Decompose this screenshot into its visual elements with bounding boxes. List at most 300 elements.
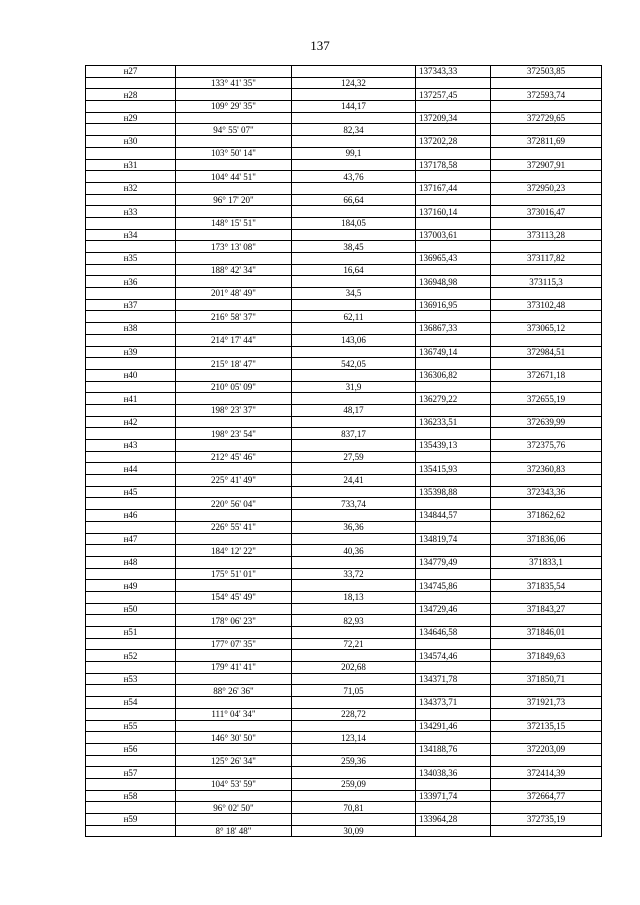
x-coordinate-cell: 134729,46 [416, 603, 491, 615]
empty-cell [292, 346, 416, 358]
x-coordinate-cell: 134574,46 [416, 650, 491, 662]
y-coordinate-cell: 372664,77 [491, 790, 602, 802]
empty-cell [416, 171, 491, 183]
distance-cell: 62,11 [292, 311, 416, 323]
empty-cell [491, 591, 602, 603]
x-coordinate-cell: 133964,28 [416, 814, 491, 826]
point-row [86, 580, 602, 592]
empty-cell [416, 825, 491, 837]
empty-cell [86, 334, 176, 346]
empty-cell [176, 486, 292, 498]
empty-cell [86, 124, 176, 136]
segment-row [86, 591, 602, 603]
direction-angle-cell: 133° 41' 35" [176, 77, 292, 89]
point-id-cell: н51 [86, 627, 176, 639]
empty-cell [176, 720, 292, 732]
empty-cell [491, 451, 602, 463]
point-row [86, 603, 602, 615]
empty-cell [86, 825, 176, 837]
y-coordinate-cell: 373115,3 [491, 276, 602, 288]
empty-cell [491, 615, 602, 627]
point-row [86, 159, 602, 171]
empty-cell [86, 288, 176, 300]
y-coordinate-cell: 372907,91 [491, 159, 602, 171]
empty-cell [86, 475, 176, 487]
point-row [86, 346, 602, 358]
y-coordinate-cell: 372655,19 [491, 393, 602, 405]
x-coordinate-cell: 137257,45 [416, 89, 491, 101]
direction-angle-cell: 214° 17' 44" [176, 334, 292, 346]
empty-cell [292, 89, 416, 101]
point-id-cell: н34 [86, 229, 176, 241]
empty-cell [176, 814, 292, 826]
distance-cell: 31,9 [292, 381, 416, 393]
point-id-cell: н32 [86, 182, 176, 194]
empty-cell [292, 206, 416, 218]
distance-cell: 184,05 [292, 217, 416, 229]
point-row [86, 533, 602, 545]
distance-cell: 24,41 [292, 475, 416, 487]
empty-cell [491, 755, 602, 767]
segment-row [86, 288, 602, 300]
empty-cell [491, 521, 602, 533]
x-coordinate-cell: 134038,36 [416, 767, 491, 779]
empty-cell [416, 545, 491, 557]
empty-cell [416, 334, 491, 346]
empty-cell [292, 720, 416, 732]
direction-angle-cell: 146° 30' 50" [176, 732, 292, 744]
x-coordinate-cell: 134646,58 [416, 627, 491, 639]
point-row [86, 814, 602, 826]
y-coordinate-cell: 371833,1 [491, 556, 602, 568]
y-coordinate-cell: 372811,69 [491, 136, 602, 148]
segment-row [86, 358, 602, 370]
segment-row [86, 334, 602, 346]
empty-cell [416, 217, 491, 229]
point-row [86, 697, 602, 709]
empty-cell [86, 778, 176, 790]
point-row [86, 89, 602, 101]
direction-angle-cell: 212° 45' 46" [176, 451, 292, 463]
empty-cell [176, 533, 292, 545]
empty-cell [86, 381, 176, 393]
empty-cell [86, 545, 176, 557]
empty-cell [416, 802, 491, 814]
empty-cell [176, 159, 292, 171]
direction-angle-cell: 225° 41' 49" [176, 475, 292, 487]
x-coordinate-cell: 137202,28 [416, 136, 491, 148]
segment-row [86, 428, 602, 440]
segment-row [86, 77, 602, 89]
empty-cell [292, 814, 416, 826]
point-row [86, 229, 602, 241]
empty-cell [491, 171, 602, 183]
empty-cell [292, 533, 416, 545]
empty-cell [416, 708, 491, 720]
y-coordinate-cell: 371846,01 [491, 627, 602, 639]
point-id-cell: н49 [86, 580, 176, 592]
point-id-cell: н38 [86, 323, 176, 335]
y-coordinate-cell: 373016,47 [491, 206, 602, 218]
empty-cell [86, 404, 176, 416]
point-row [86, 463, 602, 475]
empty-cell [86, 428, 176, 440]
empty-cell [176, 790, 292, 802]
empty-cell [176, 299, 292, 311]
point-id-cell: н53 [86, 673, 176, 685]
empty-cell [491, 288, 602, 300]
empty-cell [416, 732, 491, 744]
empty-cell [292, 743, 416, 755]
point-id-cell: н27 [86, 66, 176, 78]
empty-cell [292, 463, 416, 475]
empty-cell [416, 311, 491, 323]
x-coordinate-cell: 135398,88 [416, 486, 491, 498]
empty-cell [491, 708, 602, 720]
point-row [86, 323, 602, 335]
empty-cell [86, 732, 176, 744]
empty-cell [416, 194, 491, 206]
empty-cell [416, 101, 491, 113]
y-coordinate-cell: 372639,99 [491, 416, 602, 428]
y-coordinate-cell: 373102,48 [491, 299, 602, 311]
segment-row [86, 545, 602, 557]
point-id-cell: н46 [86, 510, 176, 522]
y-coordinate-cell: 372203,09 [491, 743, 602, 755]
x-coordinate-cell: 136916,95 [416, 299, 491, 311]
point-row [86, 627, 602, 639]
direction-angle-cell: 148° 15' 51" [176, 217, 292, 229]
distance-cell: 38,45 [292, 241, 416, 253]
direction-angle-cell: 201° 48' 49" [176, 288, 292, 300]
point-id-cell: н39 [86, 346, 176, 358]
direction-angle-cell: 8° 18' 48" [176, 825, 292, 837]
empty-cell [491, 358, 602, 370]
empty-cell [86, 311, 176, 323]
point-row [86, 112, 602, 124]
empty-cell [86, 171, 176, 183]
empty-cell [416, 358, 491, 370]
x-coordinate-cell: 137209,34 [416, 112, 491, 124]
empty-cell [176, 743, 292, 755]
segment-row [86, 311, 602, 323]
distance-cell: 16,64 [292, 264, 416, 276]
point-id-cell: н43 [86, 440, 176, 452]
empty-cell [176, 416, 292, 428]
direction-angle-cell: 104° 44' 51" [176, 171, 292, 183]
empty-cell [491, 77, 602, 89]
point-id-cell: н37 [86, 299, 176, 311]
direction-angle-cell: 177° 07' 35" [176, 638, 292, 650]
segment-row [86, 521, 602, 533]
y-coordinate-cell: 372671,18 [491, 369, 602, 381]
page-number: 137 [310, 38, 330, 53]
empty-cell [491, 825, 602, 837]
distance-cell: 123,14 [292, 732, 416, 744]
empty-cell [491, 802, 602, 814]
point-id-cell: н29 [86, 112, 176, 124]
point-row [86, 486, 602, 498]
direction-angle-cell: 103° 50' 14" [176, 147, 292, 159]
point-id-cell: н48 [86, 556, 176, 568]
y-coordinate-cell: 371836,06 [491, 533, 602, 545]
empty-cell [416, 591, 491, 603]
x-coordinate-cell: 137160,14 [416, 206, 491, 218]
x-coordinate-cell: 136965,43 [416, 253, 491, 265]
empty-cell [292, 650, 416, 662]
empty-cell [86, 217, 176, 229]
point-row [86, 136, 602, 148]
y-coordinate-cell: 372375,76 [491, 440, 602, 452]
empty-cell [491, 778, 602, 790]
x-coordinate-cell: 134745,86 [416, 580, 491, 592]
segment-row [86, 404, 602, 416]
direction-angle-cell: 210° 05' 09" [176, 381, 292, 393]
empty-cell [176, 112, 292, 124]
empty-cell [416, 381, 491, 393]
empty-cell [416, 778, 491, 790]
point-id-cell: н36 [86, 276, 176, 288]
x-coordinate-cell: 136279,22 [416, 393, 491, 405]
distance-cell: 82,93 [292, 615, 416, 627]
direction-angle-cell: 198° 23' 54" [176, 428, 292, 440]
x-coordinate-cell: 137167,44 [416, 182, 491, 194]
distance-cell: 40,36 [292, 545, 416, 557]
empty-cell [416, 264, 491, 276]
point-row [86, 673, 602, 685]
empty-cell [416, 521, 491, 533]
empty-cell [491, 264, 602, 276]
empty-cell [491, 194, 602, 206]
empty-cell [86, 568, 176, 580]
empty-cell [86, 194, 176, 206]
empty-cell [416, 685, 491, 697]
point-id-cell: н47 [86, 533, 176, 545]
empty-cell [86, 638, 176, 650]
y-coordinate-cell: 372503,85 [491, 66, 602, 78]
empty-cell [86, 708, 176, 720]
direction-angle-cell: 94° 55' 07" [176, 124, 292, 136]
empty-cell [416, 755, 491, 767]
empty-cell [176, 66, 292, 78]
empty-cell [86, 264, 176, 276]
y-coordinate-cell: 371921,73 [491, 697, 602, 709]
segment-row [86, 124, 602, 136]
direction-angle-cell: 111° 04' 34" [176, 708, 292, 720]
table-body [86, 66, 602, 837]
x-coordinate-cell: 134779,49 [416, 556, 491, 568]
empty-cell [176, 463, 292, 475]
y-coordinate-cell: 372735,19 [491, 814, 602, 826]
empty-cell [176, 369, 292, 381]
empty-cell [292, 369, 416, 381]
segment-row [86, 171, 602, 183]
direction-angle-cell: 96° 02' 50" [176, 802, 292, 814]
empty-cell [491, 662, 602, 674]
segment-row [86, 685, 602, 697]
empty-cell [491, 498, 602, 510]
point-row [86, 510, 602, 522]
y-coordinate-cell: 372729,65 [491, 112, 602, 124]
direction-angle-cell: 179° 41' 41" [176, 662, 292, 674]
x-coordinate-cell: 134819,74 [416, 533, 491, 545]
empty-cell [176, 182, 292, 194]
point-id-cell: н57 [86, 767, 176, 779]
empty-cell [292, 627, 416, 639]
distance-cell: 66,64 [292, 194, 416, 206]
x-coordinate-cell: 134373,71 [416, 697, 491, 709]
empty-cell [176, 556, 292, 568]
direction-angle-cell: 125° 26' 34" [176, 755, 292, 767]
empty-cell [176, 510, 292, 522]
empty-cell [416, 147, 491, 159]
point-row [86, 440, 602, 452]
empty-cell [416, 638, 491, 650]
empty-cell [86, 147, 176, 159]
point-row [86, 790, 602, 802]
segment-row [86, 241, 602, 253]
empty-cell [86, 498, 176, 510]
segment-row [86, 755, 602, 767]
point-id-cell: н33 [86, 206, 176, 218]
y-coordinate-cell: 372593,74 [491, 89, 602, 101]
distance-cell: 72,21 [292, 638, 416, 650]
x-coordinate-cell: 134291,46 [416, 720, 491, 732]
distance-cell: 202,68 [292, 662, 416, 674]
distance-cell: 70,81 [292, 802, 416, 814]
empty-cell [176, 440, 292, 452]
empty-cell [292, 229, 416, 241]
empty-cell [292, 276, 416, 288]
empty-cell [176, 650, 292, 662]
point-id-cell: н42 [86, 416, 176, 428]
empty-cell [176, 627, 292, 639]
empty-cell [292, 673, 416, 685]
empty-cell [416, 662, 491, 674]
y-coordinate-cell: 371843,27 [491, 603, 602, 615]
distance-cell: 82,34 [292, 124, 416, 136]
point-row [86, 720, 602, 732]
empty-cell [292, 697, 416, 709]
direction-angle-cell: 175° 51' 01" [176, 568, 292, 580]
empty-cell [491, 101, 602, 113]
empty-cell [86, 685, 176, 697]
segment-row [86, 498, 602, 510]
segment-row [86, 708, 602, 720]
empty-cell [491, 241, 602, 253]
y-coordinate-cell: 373065,12 [491, 323, 602, 335]
distance-cell: 30,09 [292, 825, 416, 837]
empty-cell [292, 112, 416, 124]
empty-cell [176, 89, 292, 101]
point-id-cell: н40 [86, 369, 176, 381]
empty-cell [416, 498, 491, 510]
distance-cell: 228,72 [292, 708, 416, 720]
empty-cell [176, 206, 292, 218]
segment-row [86, 101, 602, 113]
segment-row [86, 451, 602, 463]
point-id-cell: н41 [86, 393, 176, 405]
empty-cell [491, 428, 602, 440]
empty-cell [491, 732, 602, 744]
empty-cell [86, 521, 176, 533]
coordinates-table [85, 65, 602, 837]
empty-cell [86, 755, 176, 767]
empty-cell [416, 124, 491, 136]
empty-cell [86, 241, 176, 253]
empty-cell [292, 790, 416, 802]
empty-cell [86, 77, 176, 89]
x-coordinate-cell: 137178,58 [416, 159, 491, 171]
empty-cell [491, 475, 602, 487]
distance-cell: 48,17 [292, 404, 416, 416]
segment-row [86, 778, 602, 790]
empty-cell [176, 253, 292, 265]
empty-cell [292, 66, 416, 78]
point-row [86, 182, 602, 194]
direction-angle-cell: 216° 58' 37" [176, 311, 292, 323]
empty-cell [491, 545, 602, 557]
distance-cell: 43,76 [292, 171, 416, 183]
point-id-cell: н52 [86, 650, 176, 662]
segment-row [86, 732, 602, 744]
point-id-cell: н56 [86, 743, 176, 755]
empty-cell [416, 77, 491, 89]
direction-angle-cell: 226° 55' 41" [176, 521, 292, 533]
point-row [86, 299, 602, 311]
empty-cell [491, 685, 602, 697]
segment-row [86, 825, 602, 837]
empty-cell [292, 182, 416, 194]
point-row [86, 393, 602, 405]
segment-row [86, 662, 602, 674]
empty-cell [491, 568, 602, 580]
empty-cell [416, 288, 491, 300]
point-id-cell: н44 [86, 463, 176, 475]
y-coordinate-cell: 372984,51 [491, 346, 602, 358]
empty-cell [86, 591, 176, 603]
empty-cell [491, 381, 602, 393]
point-id-cell: н30 [86, 136, 176, 148]
x-coordinate-cell: 137003,61 [416, 229, 491, 241]
distance-cell: 34,5 [292, 288, 416, 300]
distance-cell: 259,09 [292, 778, 416, 790]
empty-cell [416, 568, 491, 580]
empty-cell [491, 311, 602, 323]
segment-row [86, 638, 602, 650]
distance-cell: 124,32 [292, 77, 416, 89]
y-coordinate-cell: 371835,54 [491, 580, 602, 592]
empty-cell [491, 124, 602, 136]
empty-cell [292, 416, 416, 428]
point-row [86, 253, 602, 265]
point-id-cell: н28 [86, 89, 176, 101]
segment-row [86, 475, 602, 487]
direction-angle-cell: 198° 23' 37" [176, 404, 292, 416]
segment-row [86, 381, 602, 393]
y-coordinate-cell: 372135,15 [491, 720, 602, 732]
segment-row [86, 568, 602, 580]
x-coordinate-cell: 134844,57 [416, 510, 491, 522]
empty-cell [416, 404, 491, 416]
direction-angle-cell: 220° 56' 04" [176, 498, 292, 510]
empty-cell [176, 276, 292, 288]
distance-cell: 143,06 [292, 334, 416, 346]
empty-cell [416, 241, 491, 253]
empty-cell [86, 802, 176, 814]
empty-cell [292, 580, 416, 592]
distance-cell: 837,17 [292, 428, 416, 440]
